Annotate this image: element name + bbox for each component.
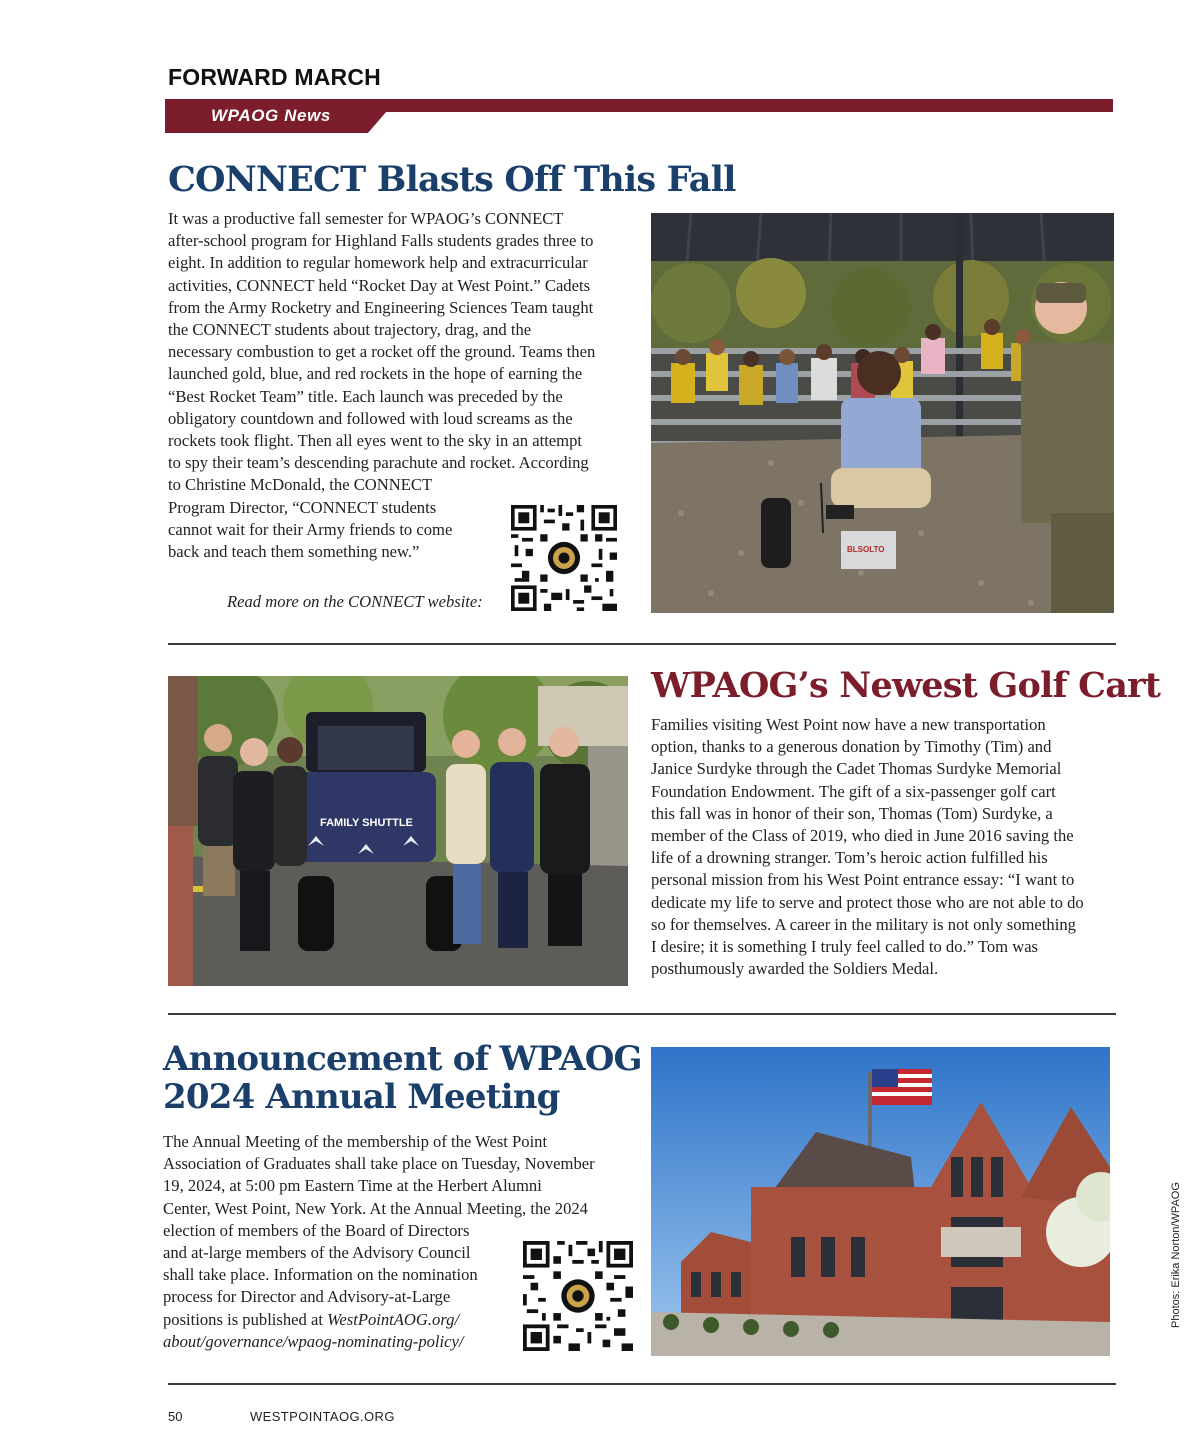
article3-line: election of members of the Board of Directors [163, 1220, 470, 1240]
golf-cart-photo [168, 676, 628, 986]
article2-title: WPAOG’s Newest Golf Cart [651, 665, 1161, 706]
article2-line: dedicate my life to serve and protect those who are not able to do [651, 892, 1084, 912]
article1-line: activities, CONNECT held “Rocket Day at West Point.” Cadets [168, 275, 591, 295]
article2-line: Foundation Endowment. The gift of a six-passenger golf cart [651, 781, 1056, 801]
photo-credit: Photos: Erika Norton/WPAOG [1170, 1182, 1182, 1328]
cart-label: FAMILY SHUTTLE [320, 817, 413, 829]
article1-line: eight. In addition to regular homework help and extracurricular [168, 253, 588, 273]
article2-line: option, thanks to a generous donation by Timothy (Tim) and [651, 737, 1052, 757]
article1-title: CONNECT Blasts Off This Fall [168, 159, 736, 200]
qr-code-icon [510, 505, 618, 611]
article2-line: Janice Surdyke through the Cadet Thomas Surdyke Memorial [651, 759, 1062, 779]
article1-line: after-school program for Highland Falls students grades three to [168, 231, 594, 251]
article1-line: It was a productive fall semester for WPAOG’s CONNECT [168, 209, 564, 228]
banner-label: WPAOG News [211, 106, 331, 125]
section-divider [168, 643, 1116, 645]
article3-line-prefix: positions is published at [163, 1309, 328, 1329]
article3-title-line2: 2024 Annual Meeting [163, 1077, 560, 1118]
article2-line: this fall was in honor of their son, Thomas (Tom) Surdyke, a [651, 803, 1053, 823]
article1-line: rockets took flight. Then all eyes went to the sky in an attempt [168, 431, 582, 451]
article3-line: Center, West Point, New York. At the Annual Meeting, the 2024 [163, 1198, 588, 1218]
section-divider [168, 1013, 1116, 1015]
connect-qr-code[interactable] [510, 505, 618, 611]
page-number: 50 [168, 1409, 183, 1424]
article3-line: 19, 2024, at 5:00 pm Eastern Time at the Herbert Alumni [163, 1176, 542, 1196]
article1-line: Program Director, “CONNECT students [168, 497, 437, 517]
article3-line: The Annual Meeting of the membership of the West Point [163, 1132, 548, 1151]
article2-line: so for themselves. A career in the military is not only something [651, 914, 1076, 934]
article2-line: member of the Class of 2019, who died in June 2016 saving the [651, 826, 1074, 846]
annual-meeting-qr-code[interactable] [523, 1241, 633, 1351]
article2-line: life of a drowning stranger. Tom’s heroic action fulfilled his [651, 848, 1048, 868]
nominating-policy-link[interactable]: WestPointAOG.org/ [327, 1309, 460, 1329]
article1-line: to spy their team’s descending parachute and rocket. According [168, 453, 589, 473]
article1-line: obligatory countdown and followed with loud screams as the [168, 408, 573, 428]
article1-line: from the Army Rocketry and Engineering Sciences Team taught [168, 297, 594, 317]
footer-rule [168, 1383, 1116, 1385]
nominating-policy-link-cont[interactable]: about/governance/wpaog-nominating-policy/ [163, 1331, 464, 1351]
article3-line: process for Director and Advisory-at-Large [163, 1287, 451, 1307]
alumni-center-photo [651, 1047, 1110, 1356]
article1-line: to Christine McDonald, the CONNECT [168, 475, 433, 495]
article2-body [651, 714, 1084, 980]
read-more-text: Read more on the CONNECT website: [227, 592, 483, 611]
article2-line: Families visiting West Point now have a new transportation [651, 715, 1046, 734]
battery-label: BLSOLTO [847, 545, 885, 554]
article2-line: posthumously awarded the Soldiers Medal. [651, 959, 939, 979]
site-url[interactable]: WESTPOINTAOG.ORG [250, 1409, 395, 1424]
article3-title [163, 1040, 642, 1117]
article1-line: necessary combustion to get a rocket off the ground. Teams then [168, 342, 596, 362]
article1-line: “Best Rocket Team” title. Each launch was preceded by the [168, 386, 563, 406]
rocket-day-photo [651, 213, 1114, 613]
section-title: FORWARD MARCH [168, 64, 381, 90]
article2-line: I desire; it is something I truly feel called to do.” Tom was [651, 937, 1039, 957]
article3-line: shall take place. Information on the nomination [163, 1265, 478, 1285]
article3-title-line1: Announcement of WPAOG [163, 1039, 642, 1079]
article2-line: personal mission from his West Point entrance essay: “I want to [651, 870, 1075, 890]
article1-line: the CONNECT students about trajectory, drag, and the [168, 320, 532, 340]
article1-line: cannot wait for their Army friends to come [168, 519, 453, 539]
article3-line: Association of Graduates shall take place on Tuesday, November [163, 1154, 595, 1174]
qr-code-icon [523, 1241, 633, 1351]
article1-line: launched gold, blue, and red rockets in the hope of earning the [168, 364, 583, 384]
article1-line: back and teach them something new.” [168, 542, 420, 562]
article3-line: and at-large members of the Advisory Council [163, 1243, 471, 1263]
